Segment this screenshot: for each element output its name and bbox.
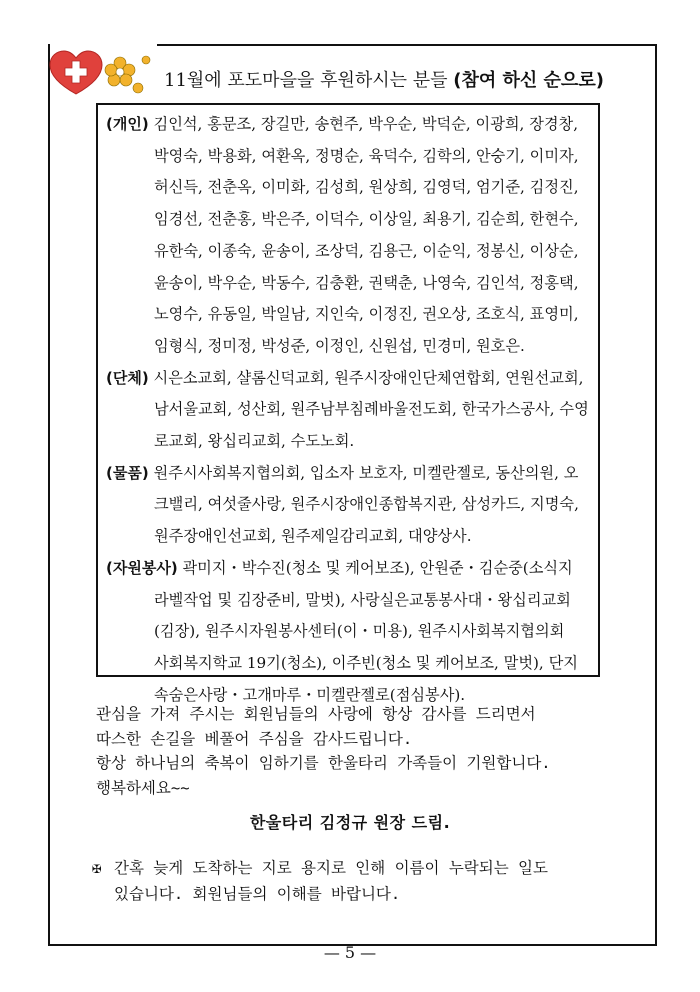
section-label: (단체) [106,368,149,387]
donor-line: 원주시사회복지협의회, 입소자 보호자, 미켈란젤로, 동산의원, 오 [153,463,579,482]
donor-line: 남서울교회, 성산회, 원주남부침례바울전도회, 한국가스공사, 수영 [154,400,589,419]
small-flower-icon [133,83,143,93]
donor-line: 노영수, 유동일, 박일남, 지인숙, 이정진, 권오상, 조호식, 표영미, [154,305,579,324]
message-line: 관심을 가져 주시는 회원님들의 사랑에 항상 감사를 드리면서 [96,705,536,723]
donor-line: 유한숙, 이종숙, 윤송이, 조상덕, 김용근, 이순익, 정봉신, 이상순, [154,241,579,260]
thank-you-message [96,702,611,800]
donor-line: 속숨은사랑・고개마루・미켈란젤로(점심봉사). [154,685,466,704]
donor-line: 원주장애인선교회, 원주제일감리교회, 대양상사. [154,527,472,546]
section-goods [106,458,592,553]
section-volunteer [106,553,592,712]
donor-line: 허신득, 전춘옥, 이미화, 김성희, 원상희, 김영덕, 엄기준, 김정진, [154,178,579,197]
notice [92,855,612,907]
donor-line: 라벨작업 및 김장준비, 말벗), 사랑실은교통봉사대・왕십리교회 [154,590,571,609]
message-line: 행복하세요~~ [96,778,190,797]
donor-line: 곽미지・박수진(청소 및 케어보조), 안원준・김순중(소식지 [182,558,573,577]
section-label: (물품) [106,463,149,482]
message-line: 항상 하나님의 축복이 임하기를 한울타리 가족들이 기원합니다. [96,754,551,772]
section-individual [106,109,592,363]
signature: 한울타리 김정규 원장 드림. [249,813,451,832]
maltese-cross-icon: ✠ [92,859,102,877]
header-title-emphasis: (참여 하신 순으로) [453,70,604,91]
donor-line: 윤송이, 박우순, 박동수, 김충환, 권택춘, 나영숙, 김인석, 정홍택, [154,273,579,292]
donor-line: 크밸리, 여섯줄사랑, 원주시장애인종합복지관, 삼성카드, 지명숙, [154,495,579,514]
notice-line: 있습니다. 회원님들의 이해를 바랍니다. [114,885,401,903]
donor-line: 임경선, 전춘홍, 박은주, 이덕수, 이상일, 최용기, 김순희, 한현수, [154,210,579,229]
page-number: — 5 — [323,943,377,962]
frame-top-line [157,44,655,46]
donor-line: 박영숙, 박용화, 여환옥, 정명순, 육덕수, 김학의, 안숭기, 이미자, [154,146,579,165]
donor-line: 김인석, 홍문조, 장길만, 송현주, 박우순, 박덕순, 이광희, 장경창, [153,115,579,133]
notice-line: 간혹 늦게 도착하는 지로 용지로 인해 이름이 누락되는 일도 [114,859,549,877]
flower-icon [105,57,135,86]
heart-flower-logo [48,48,156,98]
section-group [106,363,592,458]
donor-line: 임형식, 정미정, 박성준, 이정인, 신원섭, 민경미, 원호은. [154,336,525,355]
page-header [164,66,604,92]
donor-list-box [96,103,600,704]
donor-line: 로교회, 왕십리교회, 수도노회. [154,432,355,451]
donor-line: 시은소교회, 샬롬신덕교회, 원주시장애인단체연합회, 연원선교회, [153,368,584,387]
donor-line: 사회복지학교 19기(청소), 이주빈(청소 및 케어보조, 말벗), 단지 [154,653,578,672]
message-line: 따스한 손길을 베풀어 주심을 감사드립니다. [96,729,413,748]
section-label: (자원봉사) [106,558,178,577]
section-label: (개인) [106,115,149,133]
header-title: 11월에 포도마을을 후원하시는 분들 [164,70,454,91]
donor-line: (김장), 원주시자원봉사센터(이・미용), 원주시사회복지협의회 [154,622,565,641]
